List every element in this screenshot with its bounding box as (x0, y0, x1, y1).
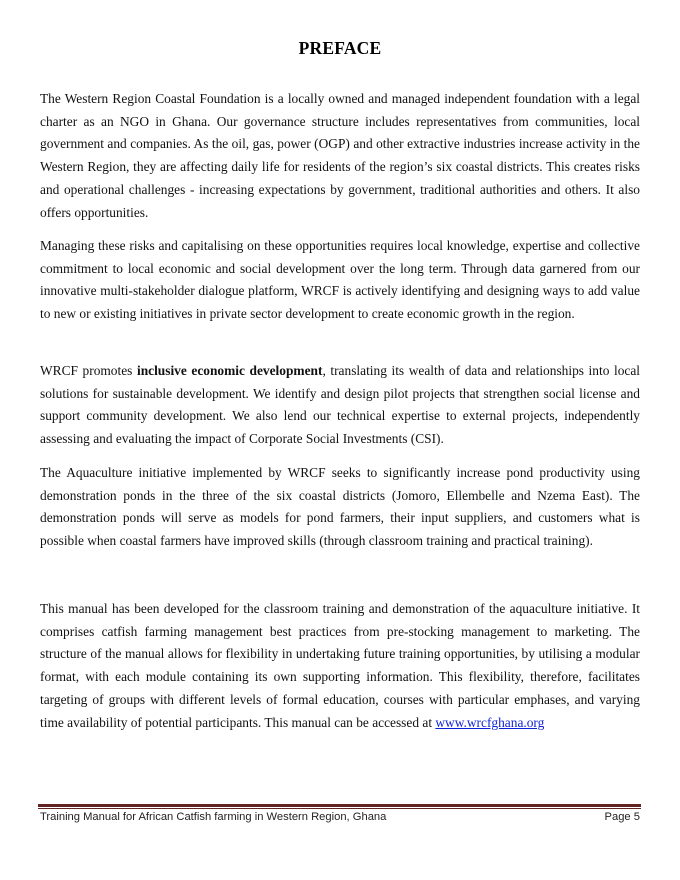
paragraph-aquaculture-initiative: The Aquaculture initiative implemented by WRCF seeks to significantly increase pond productivity using demonstration ponds in the three of the six coastal districts (Jomoro, Ellembelle and Nzema East). The demonstration ponds will serve as models for pond farmers, their input suppliers, and customers what is possible when coastal farmers have improved skills (through classroom training and practical training). (40, 465, 640, 549)
page-title: PREFACE (298, 38, 382, 58)
paragraph-foundation-intro: The Western Region Coastal Foundation is a locally owned and managed independent foundation with a legal charter as an NGO in Ghana. Our governance structure includes representatives from communities, local government and companies. As the oil, gas, power (OGP) and other extractive industries increase activity in the Western Region, they are affecting daily life for residents of the region’s six coastal districts. This creates risks and operational challenges - increasing expectations by government, traditional authorities and others. It also offers opportunities. (40, 91, 640, 220)
footer-page-number: Page 5 (604, 811, 640, 823)
paragraph-text: WRCF promotes (40, 363, 137, 378)
paragraph-manual-description (40, 598, 640, 734)
paragraph-inclusive-development (40, 360, 640, 451)
paragraph-text: This manual has been developed for the classroom training and demonstration of the aquaculture initiative. It comprises catfish farming management best practices from pre-stocking management to marketing. The structure of the manual allows for flexibility in undertaking future training opportunities, by utilising a modular format, with each module containing its own supporting information. This flexibility, therefore, facilitates targeting of groups with different levels of formal education, courses with particular emphases, and varying time availability of potential participants. This manual can be accessed at (40, 601, 640, 730)
footer-divider-thin (38, 808, 641, 809)
bold-emphasis: inclusive economic development (136, 363, 323, 378)
paragraph-text: , translating its wealth of data and relationships into local solutions for sustainable development. We identify and design pilot projects that strengthen social license and support community development. We also lend our technical expertise to external projects, independently assessing and evaluating the impact of Corporate Social Investments (CSI). (40, 363, 641, 447)
website-link[interactable]: www.wrcfghana.org (435, 714, 545, 730)
footer-document-title: Training Manual for African Catfish farming in Western Region, Ghana (40, 811, 387, 823)
footer-divider-thick (38, 804, 641, 807)
paragraph-managing-risks: Managing these risks and capitalising on these opportunities requires local knowledge, expertise and collective commitment to local economic and social development over the long term. Through data garnered from our innovative multi-stakeholder dialogue platform, WRCF is actively identifying and designing ways to add value to new or existing initiatives in private sector development to create economic growth in the region. (40, 238, 640, 322)
